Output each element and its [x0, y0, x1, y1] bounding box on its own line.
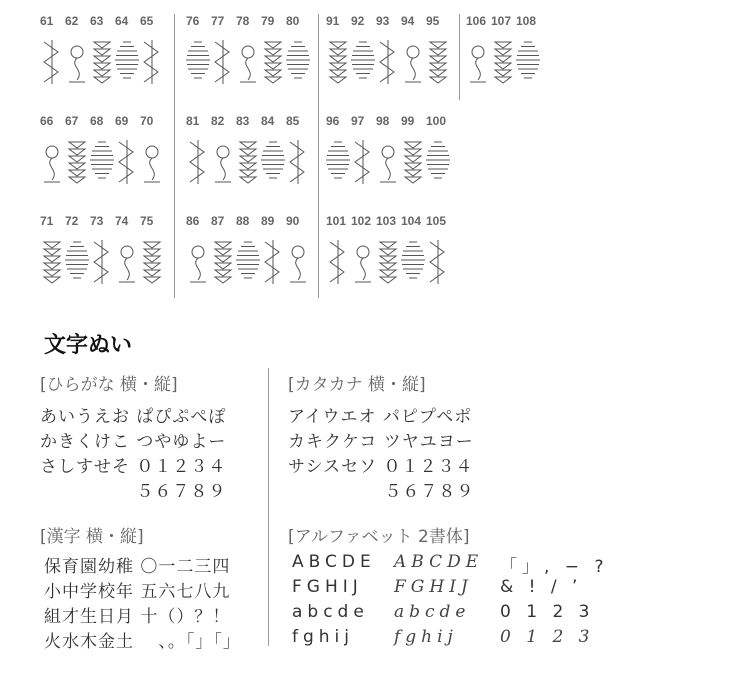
stitch-pattern-icon: [351, 236, 375, 286]
stitch-pattern-icon: [186, 136, 210, 186]
pattern-number: 77: [211, 14, 225, 28]
kanji-line: 火水木金土 、。「」「」: [44, 632, 241, 652]
stitch-pattern-icon: [236, 36, 260, 86]
stitch-pattern-icon: [115, 136, 139, 186]
pattern-number: 78: [236, 14, 250, 28]
alphabet-symbol-line: & ! / ’: [500, 577, 583, 597]
katakana-line: カキクケコ ツヤユヨー: [288, 432, 474, 452]
pattern-number: 91: [326, 14, 340, 28]
hiragana-line: さしすせそ ０１２３４: [40, 457, 227, 477]
lettering-title: 文字ぬい: [44, 333, 133, 358]
pattern-row: [466, 14, 541, 114]
pattern-number: 98: [376, 114, 390, 128]
stitch-pattern-icon: [261, 36, 285, 86]
alphabet-block-line: abcde: [292, 602, 369, 622]
pattern-number: 79: [261, 14, 275, 28]
pattern-number: 85: [286, 114, 300, 128]
stitch-pattern-icon: [211, 236, 235, 286]
alphabet-symbol-line: 0 1 2 3: [500, 602, 595, 622]
stitch-pattern-icon: [211, 36, 235, 86]
pattern-number: 96: [326, 114, 340, 128]
pattern-number: 70: [140, 114, 154, 128]
katakana-line: ５６７８９: [288, 482, 475, 502]
stitch-pattern-icon: [326, 236, 350, 286]
stitch-pattern-icon: [90, 236, 114, 286]
pattern-number: 105: [426, 214, 447, 228]
stitch-pattern-icon: [376, 136, 400, 186]
alphabet-label: [アルファベット 2書体]: [288, 527, 470, 547]
pattern-number: 62: [65, 14, 79, 28]
alphabet-symbol-line: 「」, − ?: [500, 557, 609, 577]
stitch-pattern-icon: [115, 36, 139, 86]
stitch-pattern-icon: [40, 136, 64, 186]
pattern-number: 68: [90, 114, 104, 128]
stitch-pattern-icon: [351, 136, 375, 186]
pattern-number: 83: [236, 114, 250, 128]
pattern-number: 87: [211, 214, 225, 228]
pattern-number: 93: [376, 14, 390, 28]
stitch-pattern-icon: [491, 36, 515, 86]
pattern-number: 64: [115, 14, 129, 28]
katakana-label: [カタカナ 横・縦]: [288, 375, 426, 395]
stitch-pattern-icon: [140, 136, 164, 186]
stitch-pattern-icon: [426, 36, 450, 86]
stitch-pattern-icon: [186, 236, 210, 286]
pattern-number: 84: [261, 114, 275, 128]
stitch-pattern-icon: [376, 36, 400, 86]
stitch-pattern-icon: [466, 36, 490, 86]
alphabet-script-line: FGHIJ: [394, 577, 473, 597]
stitch-pattern-icon: [140, 236, 164, 286]
stitch-pattern-icon: [90, 36, 114, 86]
alphabet-script-line: abcde: [394, 602, 471, 622]
stitch-pattern-icon: [286, 36, 310, 86]
pattern-number: 74: [115, 214, 129, 228]
pattern-number: 107: [491, 14, 512, 28]
katakana-line: サシスセソ ０１２３４: [288, 457, 474, 477]
kanji-line: 保育園幼稚 〇一二三四: [44, 557, 231, 577]
pattern-number: 82: [211, 114, 225, 128]
stitch-pattern-icon: [211, 136, 235, 186]
pattern-row: [186, 14, 311, 114]
pattern-number: 66: [40, 114, 54, 128]
pattern-number: 97: [351, 114, 365, 128]
stitch-pattern-icon: [401, 36, 425, 86]
stitch-pattern-icon: [401, 236, 425, 286]
group-divider: [318, 14, 319, 298]
stitch-pattern-icon: [186, 36, 210, 86]
katakana-line: アイウエオ パピプペポ: [288, 407, 473, 427]
pattern-number: 95: [426, 14, 440, 28]
kanji-line: 小中学校年 五六七八九: [44, 582, 231, 602]
stitch-pattern-icon: [236, 236, 260, 286]
stitch-pattern-icon: [90, 136, 114, 186]
pattern-row: [326, 14, 451, 114]
pattern-number: 102: [351, 214, 372, 228]
pattern-number: 80: [286, 14, 300, 28]
stitch-pattern-icon: [115, 236, 139, 286]
pattern-number: 69: [115, 114, 129, 128]
pattern-row: [40, 114, 165, 214]
pattern-number: 101: [326, 214, 347, 228]
stitch-pattern-icon: [286, 236, 310, 286]
pattern-row: [40, 14, 165, 114]
hiragana-line: あいうえお ぱぴぷぺぽ: [40, 407, 227, 427]
stitch-pattern-icon: [261, 136, 285, 186]
pattern-number: 73: [90, 214, 104, 228]
pattern-row: [326, 114, 451, 214]
hiragana-line: かきくけこ つやゆよー: [40, 432, 227, 452]
pattern-number: 104: [401, 214, 422, 228]
stitch-pattern-icon: [516, 36, 540, 86]
pattern-row: [186, 114, 311, 214]
pattern-number: 65: [140, 14, 154, 28]
stitch-pattern-icon: [236, 136, 260, 186]
pattern-number: 103: [376, 214, 397, 228]
hiragana-label: [ひらがな 横・縦]: [40, 375, 178, 395]
pattern-number: 94: [401, 14, 415, 28]
stitch-pattern-icon: [65, 36, 89, 86]
pattern-number: 75: [140, 214, 154, 228]
pattern-number: 89: [261, 214, 275, 228]
pattern-number: 81: [186, 114, 200, 128]
kanji-label: [漢字 横・縦]: [40, 527, 144, 547]
stitch-pattern-icon: [426, 236, 450, 286]
stitch-pattern-icon: [401, 136, 425, 186]
stitch-pattern-icon: [261, 236, 285, 286]
pattern-number: 99: [401, 114, 415, 128]
lettering-divider: [268, 368, 269, 646]
pattern-number: 63: [90, 14, 104, 28]
pattern-number: 86: [186, 214, 200, 228]
stitch-pattern-icon: [286, 136, 310, 186]
pattern-number: 90: [286, 214, 300, 228]
alphabet-block-line: FGHIJ: [292, 577, 363, 597]
stitch-pattern-icon: [326, 136, 350, 186]
stitch-pattern-icon: [326, 36, 350, 86]
pattern-number: 92: [351, 14, 365, 28]
pattern-number: 71: [40, 214, 54, 228]
alphabet-block-line: fghij: [292, 627, 354, 647]
alphabet-script-line: ABCDE: [394, 552, 484, 572]
alphabet-script-line: fghij: [394, 627, 458, 647]
kanji-line: 組才生日月 十（）？！: [44, 607, 231, 627]
pattern-number: 108: [516, 14, 537, 28]
stitch-pattern-icon: [376, 236, 400, 286]
stitch-pattern-icon: [65, 236, 89, 286]
group-divider: [174, 14, 175, 298]
pattern-number: 106: [466, 14, 487, 28]
pattern-row: [40, 214, 165, 314]
pattern-number: 61: [40, 14, 54, 28]
stitch-pattern-icon: [426, 136, 450, 186]
stitch-pattern-icon: [65, 136, 89, 186]
hiragana-line: ５６７８９: [40, 482, 227, 502]
pattern-row: [326, 214, 451, 314]
pattern-number: 67: [65, 114, 79, 128]
pattern-number: 88: [236, 214, 250, 228]
group-divider: [459, 14, 460, 100]
alphabet-block-line: ABCDE: [292, 552, 376, 572]
stitch-pattern-icon: [140, 36, 164, 86]
stitch-pattern-icon: [351, 36, 375, 86]
pattern-number: 72: [65, 214, 79, 228]
pattern-number: 100: [426, 114, 447, 128]
alphabet-script-symbol-line: 0 1 2 3: [500, 627, 595, 647]
pattern-row: [186, 214, 311, 314]
stitch-pattern-icon: [40, 236, 64, 286]
stitch-pattern-icon: [40, 36, 64, 86]
pattern-number: 76: [186, 14, 200, 28]
